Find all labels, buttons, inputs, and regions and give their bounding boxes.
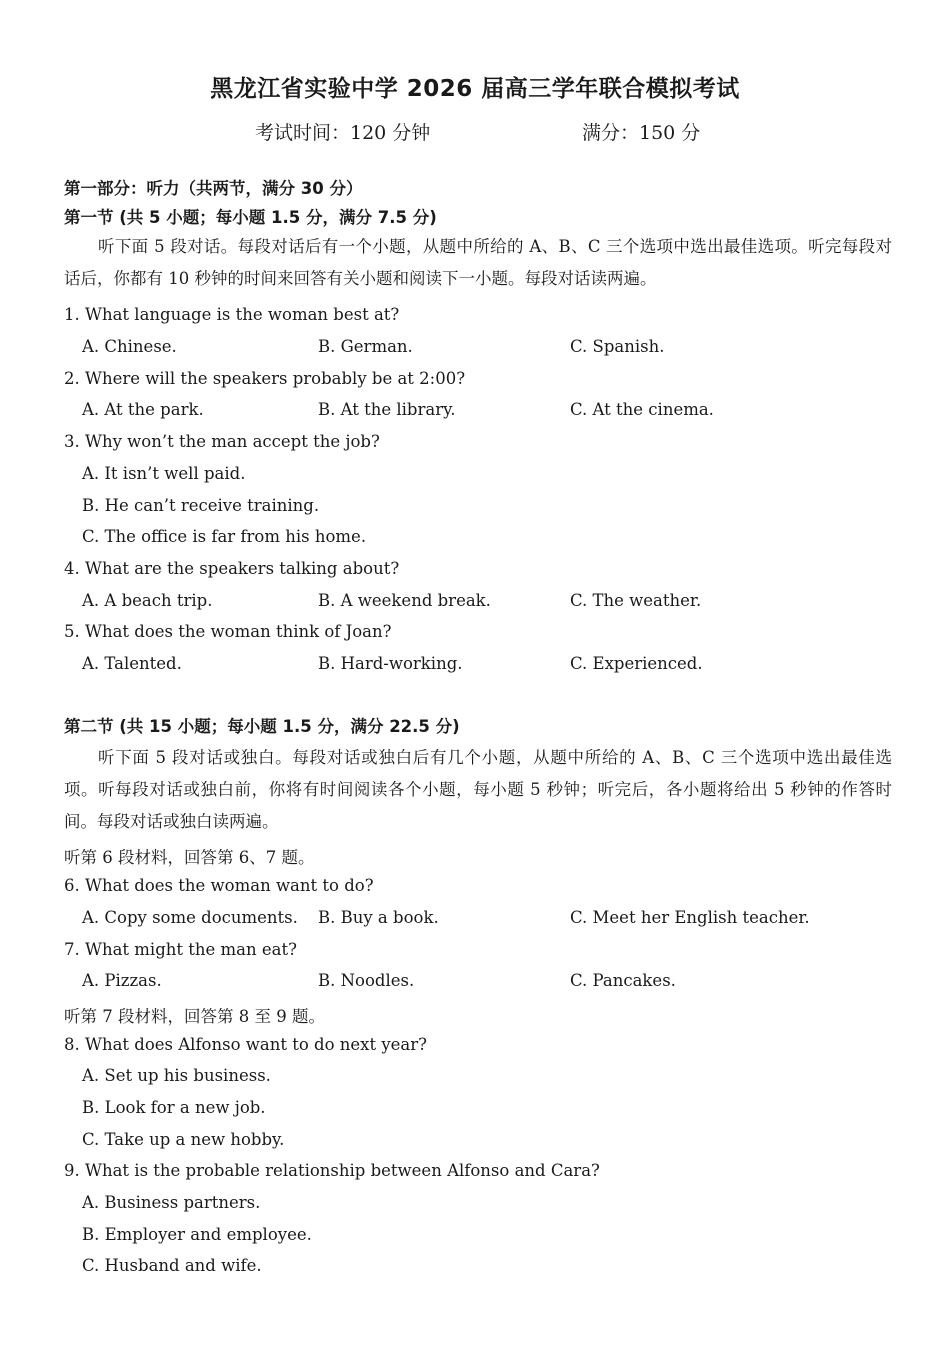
option-3a: A. It isn’t well paid.	[82, 464, 246, 483]
question-7: 7. What might the man eat?	[64, 940, 297, 959]
option-4b: B. A weekend break.	[318, 591, 491, 610]
option-6b: B. Buy a book.	[318, 908, 439, 927]
question-2: 2. Where will the speakers probably be at 2:00?	[64, 369, 466, 388]
question-8: 8. What does Alfonso want to do next year?	[64, 1035, 428, 1054]
section2-title: 第二节 (共 15 小题；每小题 1.5 分，满分 22.5 分)	[64, 717, 460, 736]
section1-instructions: 听下面 5 段对话。每段对话后有一个小题，从题中所给的 A、B、C 三个选项中选出最佳选项。听完每段对话后，你都有 10 秒钟的时间来回答有关小题和阅读下一小题。每段对话读两遍。	[64, 237, 892, 288]
question-4: 4. What are the speakers talking about?	[64, 559, 400, 578]
material-7-note: 听第 7 段材料，回答第 8 至 9 题。	[64, 1007, 325, 1026]
option-8b: B. Look for a new job.	[82, 1098, 266, 1117]
option-7c: C. Pancakes.	[570, 971, 676, 990]
option-5b: B. Hard-working.	[318, 654, 463, 673]
option-9a: A. Business partners.	[82, 1193, 261, 1212]
question-5: 5. What does the woman think of Joan?	[64, 622, 392, 641]
option-1b: B. German.	[318, 337, 413, 356]
option-5a: A. Talented.	[82, 654, 182, 673]
option-6c: C. Meet her English teacher.	[570, 908, 810, 927]
option-1a: A. Chinese.	[82, 337, 177, 356]
exam-time: 考试时间：120 分钟	[255, 122, 431, 144]
option-2b: B. At the library.	[318, 400, 456, 419]
part1-title: 第一部分：听力（共两节，满分 30 分）	[64, 179, 363, 198]
option-2c: C. At the cinema.	[570, 400, 714, 419]
option-7a: A. Pizzas.	[82, 971, 162, 990]
question-9: 9. What is the probable relationship between Alfonso and Cara?	[64, 1161, 600, 1180]
option-5c: C. Experienced.	[570, 654, 703, 673]
option-8c: C. Take up a new hobby.	[82, 1130, 285, 1149]
option-7b: B. Noodles.	[318, 971, 415, 990]
option-4c: C. The weather.	[570, 591, 702, 610]
question-1: 1. What language is the woman best at?	[64, 305, 400, 324]
material-6-note: 听第 6 段材料，回答第 6、7 题。	[64, 848, 315, 867]
option-3c: C. The office is far from his home.	[82, 527, 367, 546]
exam-title: 黑龙江省实验中学 2026 届高三学年联合模拟考试	[210, 76, 740, 102]
option-1c: C. Spanish.	[570, 337, 665, 356]
option-6a: A. Copy some documents.	[82, 908, 298, 927]
option-9c: C. Husband and wife.	[82, 1256, 262, 1275]
option-2a: A. At the park.	[82, 400, 204, 419]
question-6: 6. What does the woman want to do?	[64, 876, 374, 895]
option-8a: A. Set up his business.	[82, 1066, 271, 1085]
option-4a: A. A beach trip.	[82, 591, 213, 610]
question-3: 3. Why won’t the man accept the job?	[64, 432, 380, 451]
option-3b: B. He can’t receive training.	[82, 496, 320, 515]
option-9b: B. Employer and employee.	[82, 1225, 312, 1244]
section2-instructions: 听下面 5 段对话或独白。每段对话或独白后有几个小题，从题中所给的 A、B、C 三个选项中选出最佳选项。听每段对话或独白前，你将有时间阅读各个小题，每小题 5 秒钟；听完后，各小题将给出 5 秒钟的作答时间。每段对话或独白读两遍。	[64, 748, 892, 831]
section1-title: 第一节 (共 5 小题；每小题 1.5 分，满分 7.5 分)	[64, 208, 437, 227]
exam-score: 满分：150 分	[582, 122, 701, 144]
